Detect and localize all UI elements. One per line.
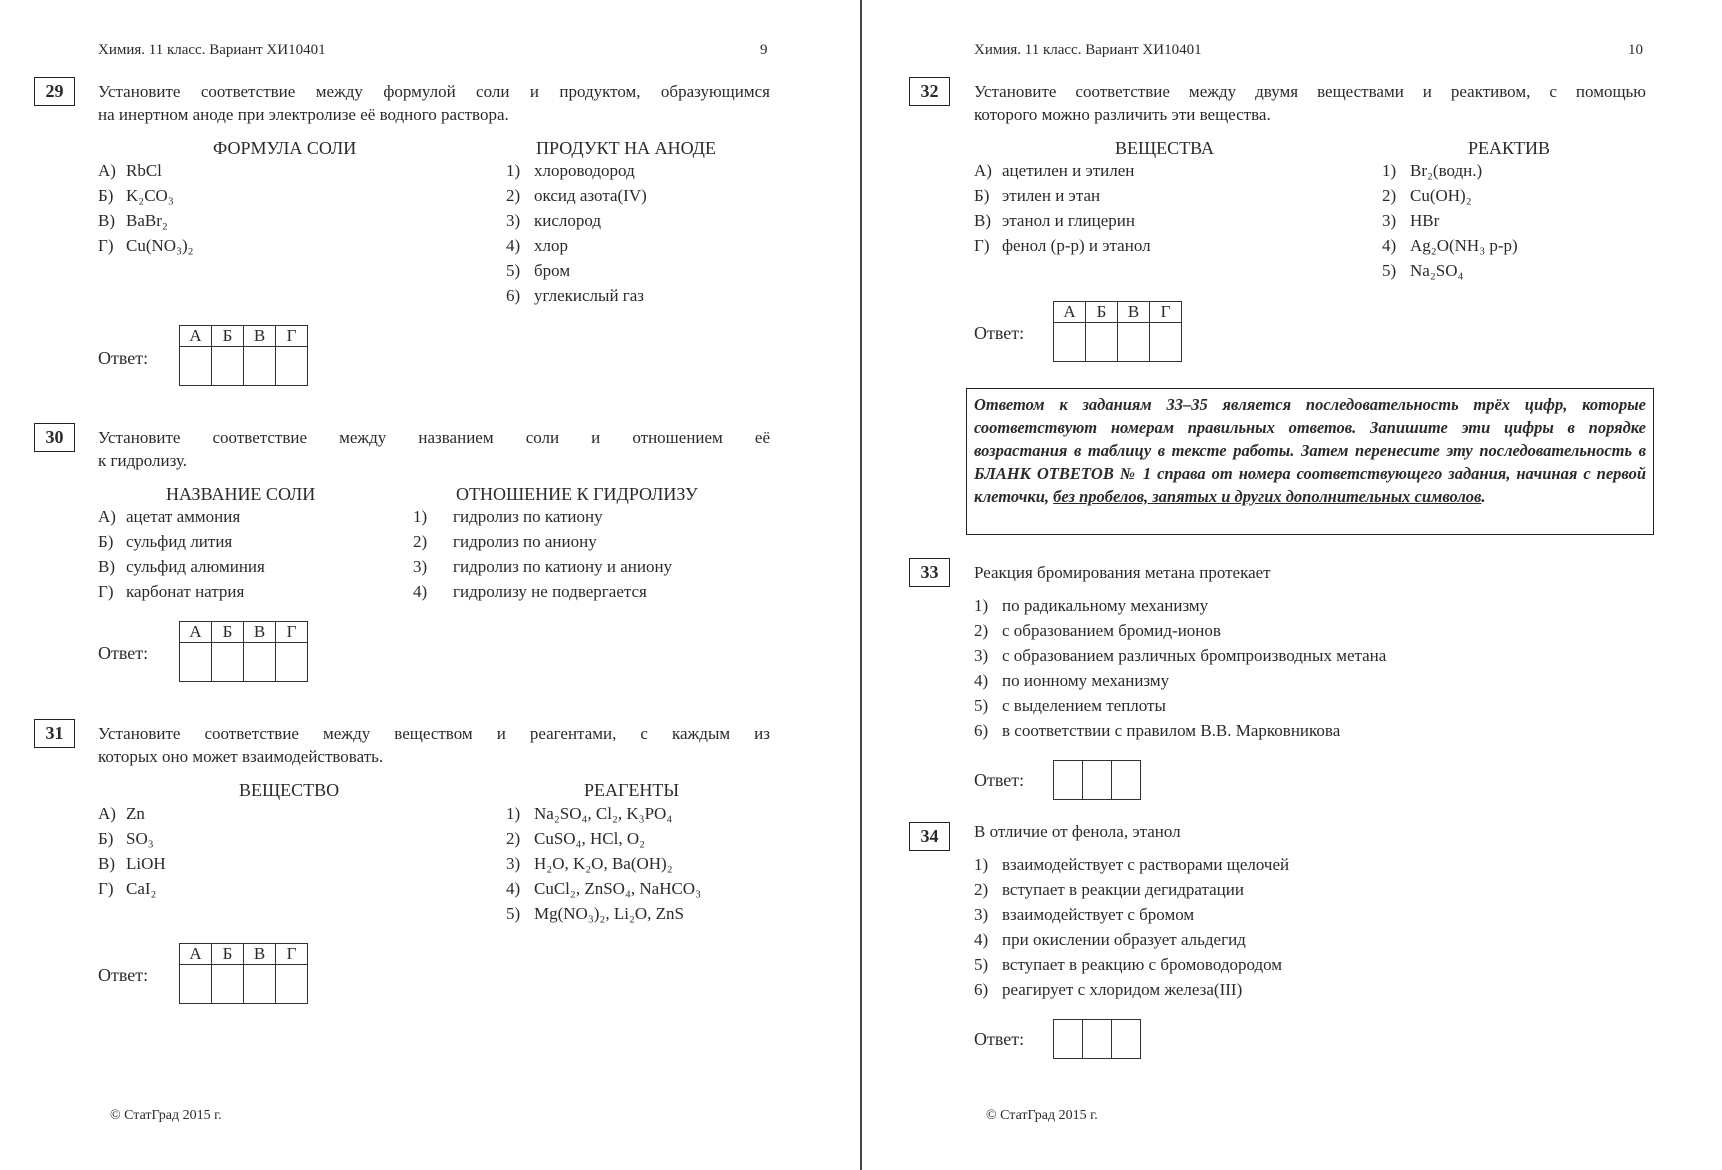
option-item: [974, 880, 1244, 900]
item-marker: 3): [974, 905, 989, 924]
page-footer: © СтатГрад 2015 г.: [986, 1108, 1098, 1123]
item-marker: 5): [506, 904, 521, 923]
list-item: [1382, 211, 1439, 231]
item-marker: 5): [974, 696, 989, 715]
task-text-line: Установите соответствие между двумя веществами и реактивом, с помощью: [974, 82, 1646, 101]
list-item: [98, 879, 156, 899]
item-text: Br₂(водн.): [1410, 161, 1483, 180]
item-text: гидролиз по катиону и аниону: [453, 557, 673, 576]
answer-table: [1053, 301, 1182, 362]
task-number: 33: [909, 558, 950, 587]
item-text: гидролизу не подвергается: [453, 582, 647, 601]
list-item: [506, 261, 570, 281]
answer-label: Ответ:: [98, 348, 149, 368]
item-marker: 1): [974, 855, 989, 874]
item-marker: 6): [506, 286, 521, 305]
item-marker: Б): [98, 186, 114, 205]
item-text: по радикальному механизму: [1002, 596, 1209, 615]
item-marker: В): [98, 557, 115, 576]
item-text: взаимодействует с растворами щелочей: [1002, 855, 1290, 874]
item-marker: 3): [413, 557, 428, 576]
item-marker: В): [974, 211, 991, 230]
list-item: [506, 211, 601, 231]
page-number: 10: [1628, 42, 1643, 58]
item-text: Cu(NO₃)₂: [126, 236, 194, 255]
item-text: по ионному механизму: [1002, 671, 1170, 690]
answer-cell[interactable]: [1112, 761, 1141, 800]
answer-cell[interactable]: [244, 965, 276, 1004]
list-item: [98, 186, 174, 206]
item-marker: 2): [974, 621, 989, 640]
column-title: ПРОДУКТ НА АНОДЕ: [536, 138, 716, 158]
list-item: [98, 829, 154, 849]
option-item: [974, 905, 1194, 925]
option-item: [974, 596, 1208, 616]
item-text: Cu(OH)₂: [1410, 186, 1472, 205]
task-text-line: которого можно различить эти вещества.: [974, 105, 1271, 124]
answer-column-header: В: [244, 326, 276, 347]
list-item: [413, 582, 647, 602]
answer-cell[interactable]: [212, 643, 244, 682]
item-marker: 5): [974, 955, 989, 974]
item-marker: 4): [413, 582, 428, 601]
item-marker: А): [98, 161, 116, 180]
answer-cell[interactable]: [212, 347, 244, 386]
list-item: [506, 804, 672, 824]
list-item: [974, 186, 1100, 206]
answer-column-header: Г: [276, 326, 308, 347]
task-text-line: к гидролизу.: [98, 451, 187, 470]
list-item: [413, 557, 672, 577]
item-text: RbCl: [126, 161, 162, 180]
item-text: H₂O, K₂O, Ba(OH)₂: [534, 854, 673, 873]
option-item: [974, 721, 1340, 741]
instructions-text: Ответом к заданиям 33–35 является последовательность трёх цифр, которые соответствуют номерам правильных ответов. Запишите эти цифры в порядке возрастания в таблицу в тексте работы. Затем перенесите эту последовательность в БЛАНК ОТВЕТОВ № 1 справа от номера соответствующего задания, начиная с первой клеточки,: [974, 395, 1646, 506]
answer-cell[interactable]: [180, 965, 212, 1004]
list-item: [506, 854, 673, 874]
column-title: РЕАГЕНТЫ: [584, 780, 680, 800]
item-marker: 3): [974, 646, 989, 665]
item-marker: 2): [974, 880, 989, 899]
answer-cell[interactable]: [276, 643, 308, 682]
option-item: [974, 621, 1221, 641]
instructions-end: .: [1481, 487, 1486, 506]
task-text-line: Установите соответствие между названием соли и отношением её: [98, 428, 770, 447]
option-item: [974, 696, 1166, 716]
item-text: CaI₂: [126, 879, 157, 898]
item-marker: 5): [1382, 261, 1397, 280]
item-text: с образованием бромид-ионов: [1002, 621, 1221, 640]
answer-cell[interactable]: [1054, 761, 1083, 800]
task-number: 31: [34, 719, 75, 748]
column-title: ВЕЩЕСТВО: [239, 780, 340, 800]
item-marker: 3): [506, 211, 521, 230]
item-marker: Б): [98, 532, 114, 551]
item-marker: 1): [1382, 161, 1397, 180]
item-text: при окислении образует альдегид: [1002, 930, 1246, 949]
item-text: ацетилен и этилен: [1002, 161, 1135, 180]
list-item: [1382, 186, 1472, 206]
item-marker: 6): [974, 721, 989, 740]
answer-cell[interactable]: [212, 965, 244, 1004]
list-item: [98, 804, 145, 824]
answer-label: Ответ:: [98, 643, 149, 663]
answer-table: [1053, 760, 1141, 800]
item-text: вступает в реакцию с бромоводородом: [1002, 955, 1283, 974]
answer-cell[interactable]: [1112, 1020, 1141, 1059]
item-text: углекислый газ: [534, 286, 645, 305]
item-text: реагирует с хлоридом железа(III): [1002, 980, 1243, 999]
answer-table: [179, 943, 308, 1004]
list-item: [1382, 236, 1518, 256]
task-number: 29: [34, 77, 75, 106]
task-text-line: Установите соответствие между веществом и реагентами, с каждым из: [98, 724, 770, 743]
answer-column-header: Г: [276, 622, 308, 643]
answer-cell[interactable]: [244, 643, 276, 682]
item-marker: 5): [506, 261, 521, 280]
answer-label: Ответ:: [974, 323, 1025, 343]
answer-cell[interactable]: [1083, 761, 1112, 800]
list-item: [506, 286, 644, 306]
answer-table: [179, 325, 308, 386]
item-text: ацетат аммония: [126, 507, 241, 526]
item-text: сульфид алюминия: [126, 557, 265, 576]
item-marker: Г): [974, 236, 990, 255]
item-marker: 2): [413, 532, 428, 551]
item-text: CuSO₄, HCl, O₂: [534, 829, 646, 848]
item-marker: Б): [98, 829, 114, 848]
item-marker: 2): [1382, 186, 1397, 205]
task-text-line: на инертном аноде при электролизе её водного раствора.: [98, 105, 509, 124]
item-text: карбонат натрия: [126, 582, 245, 601]
item-marker: 6): [974, 980, 989, 999]
page-footer: © СтатГрад 2015 г.: [110, 1108, 222, 1123]
answer-cell[interactable]: [180, 643, 212, 682]
list-item: [506, 186, 647, 206]
item-text: Na₂SO₄, Cl₂, K₃PO₄: [534, 804, 673, 823]
answer-label: Ответ:: [98, 965, 149, 985]
item-text: оксид азота(IV): [534, 186, 647, 205]
item-text: Mg(NO₃)₂, Li₂O, ZnS: [534, 904, 684, 923]
item-text: сульфид лития: [126, 532, 233, 551]
item-text: BaBr₂: [126, 211, 168, 230]
answer-column-header: Г: [276, 944, 308, 965]
option-item: [974, 671, 1169, 691]
item-text: фенол (р-р) и этанол: [1002, 236, 1151, 255]
item-marker: 1): [506, 161, 521, 180]
list-item: [98, 854, 166, 874]
column-title: ВЕЩЕСТВА: [1115, 138, 1215, 158]
item-marker: 2): [506, 186, 521, 205]
list-item: [98, 582, 244, 602]
answer-column-header: А: [180, 326, 212, 347]
item-marker: 4): [506, 236, 521, 255]
option-item: [974, 646, 1386, 666]
answer-cell[interactable]: [180, 347, 212, 386]
item-text: в соответствии с правилом В.В. Марковникова: [1002, 721, 1341, 740]
item-marker: 2): [506, 829, 521, 848]
instructions-underlined: без пробелов, запятых и других дополнительных символов: [1053, 487, 1482, 506]
column-title: НАЗВАНИЕ СОЛИ: [166, 484, 316, 504]
item-text: Na₂SO₄: [1410, 261, 1464, 280]
column-title: ОТНОШЕНИЕ К ГИДРОЛИЗУ: [456, 484, 698, 504]
page-9: [0, 0, 860, 1170]
item-marker: Г): [98, 236, 114, 255]
list-item: [413, 532, 597, 552]
item-text: бром: [534, 261, 571, 280]
item-marker: А): [974, 161, 992, 180]
answer-column-header: А: [180, 622, 212, 643]
item-text: этилен и этан: [1002, 186, 1101, 205]
item-text: хлор: [534, 236, 568, 255]
answer-column-header: В: [1118, 302, 1150, 323]
question-text: Реакция бромирования метана протекает: [974, 563, 1271, 582]
instructions-box: [966, 388, 1654, 535]
item-marker: Г): [98, 879, 114, 898]
task-number: 34: [909, 822, 950, 851]
item-marker: Г): [98, 582, 114, 601]
item-text: взаимодействует с бромом: [1002, 905, 1195, 924]
page-header: Химия. 11 класс. Вариант ХИ10401: [974, 42, 1202, 58]
item-text: вступает в реакции дегидратации: [1002, 880, 1244, 899]
answer-cell[interactable]: [1054, 1020, 1083, 1059]
answer-table: [179, 621, 308, 682]
list-item: [98, 161, 162, 181]
answer-table: [1053, 1019, 1141, 1059]
item-marker: 4): [506, 879, 521, 898]
item-text: K₂CO₃: [126, 186, 174, 205]
page-number: 9: [760, 42, 768, 58]
list-item: [506, 904, 684, 924]
task-text-line: Установите соответствие между формулой соли и продуктом, образующимся: [98, 82, 770, 101]
answer-label: Ответ:: [974, 770, 1025, 790]
list-item: [506, 879, 701, 899]
item-marker: 1): [506, 804, 521, 823]
item-text: этанол и глицерин: [1002, 211, 1135, 230]
task-number: 32: [909, 77, 950, 106]
page-header: Химия. 11 класс. Вариант ХИ10401: [98, 42, 326, 58]
item-marker: 1): [974, 596, 989, 615]
answer-label: Ответ:: [974, 1029, 1025, 1049]
list-item: [98, 236, 194, 256]
list-item: [98, 211, 168, 231]
item-text: хлороводород: [534, 161, 635, 180]
answer-cell[interactable]: [1150, 323, 1182, 362]
column-title: РЕАКТИВ: [1468, 138, 1551, 158]
item-text: SO₃: [126, 829, 154, 848]
task-number: 30: [34, 423, 75, 452]
answer-column-header: Б: [212, 622, 244, 643]
item-marker: 4): [1382, 236, 1397, 255]
answer-column-header: А: [180, 944, 212, 965]
answer-column-header: Б: [212, 326, 244, 347]
option-item: [974, 955, 1282, 975]
item-marker: В): [98, 211, 115, 230]
answer-column-header: А: [1054, 302, 1086, 323]
list-item: [98, 557, 265, 577]
list-item: [974, 236, 1151, 256]
item-text: кислород: [534, 211, 602, 230]
item-marker: В): [98, 854, 115, 873]
answer-column-header: Б: [1086, 302, 1118, 323]
answer-cell[interactable]: [1118, 323, 1150, 362]
list-item: [1382, 261, 1463, 281]
task-text-line: которых оно может взаимодействовать.: [98, 747, 384, 766]
item-marker: А): [98, 804, 116, 823]
item-text: с образованием различных бромпроизводных метана: [1002, 646, 1387, 665]
item-text: CuCl₂, ZnSO₄, NaHCO₃: [534, 879, 702, 898]
item-marker: 3): [506, 854, 521, 873]
list-item: [98, 532, 232, 552]
item-text: гидролиз по аниону: [453, 532, 597, 551]
item-marker: Б): [974, 186, 990, 205]
answer-column-header: В: [244, 944, 276, 965]
answer-cell[interactable]: [276, 347, 308, 386]
item-marker: А): [98, 507, 116, 526]
list-item: [506, 829, 645, 849]
item-marker: 1): [413, 507, 428, 526]
item-marker: 4): [974, 930, 989, 949]
option-item: [974, 980, 1242, 1000]
list-item: [413, 507, 603, 527]
option-item: [974, 930, 1246, 950]
answer-column-header: Б: [212, 944, 244, 965]
answer-column-header: Г: [1150, 302, 1182, 323]
page-10: [862, 0, 1722, 1170]
column-title: ФОРМУЛА СОЛИ: [213, 138, 357, 158]
answer-cell[interactable]: [1086, 323, 1118, 362]
item-text: Zn: [126, 804, 145, 823]
item-marker: 4): [974, 671, 989, 690]
answer-cell[interactable]: [276, 965, 308, 1004]
answer-cell[interactable]: [1054, 323, 1086, 362]
answer-cell[interactable]: [1083, 1020, 1112, 1059]
item-text: с выделением теплоты: [1002, 696, 1166, 715]
question-text: В отличие от фенола, этанол: [974, 822, 1181, 841]
list-item: [98, 507, 240, 527]
item-text: HBr: [1410, 211, 1440, 230]
item-text: Ag₂O(NH₃ р-р): [1410, 236, 1518, 255]
answer-column-header: В: [244, 622, 276, 643]
list-item: [506, 236, 568, 256]
list-item: [1382, 161, 1482, 181]
item-marker: 3): [1382, 211, 1397, 230]
list-item: [974, 161, 1134, 181]
list-item: [974, 211, 1135, 231]
answer-cell[interactable]: [244, 347, 276, 386]
option-item: [974, 855, 1289, 875]
list-item: [506, 161, 635, 181]
item-text: гидролиз по катиону: [453, 507, 603, 526]
item-text: LiOH: [126, 854, 166, 873]
